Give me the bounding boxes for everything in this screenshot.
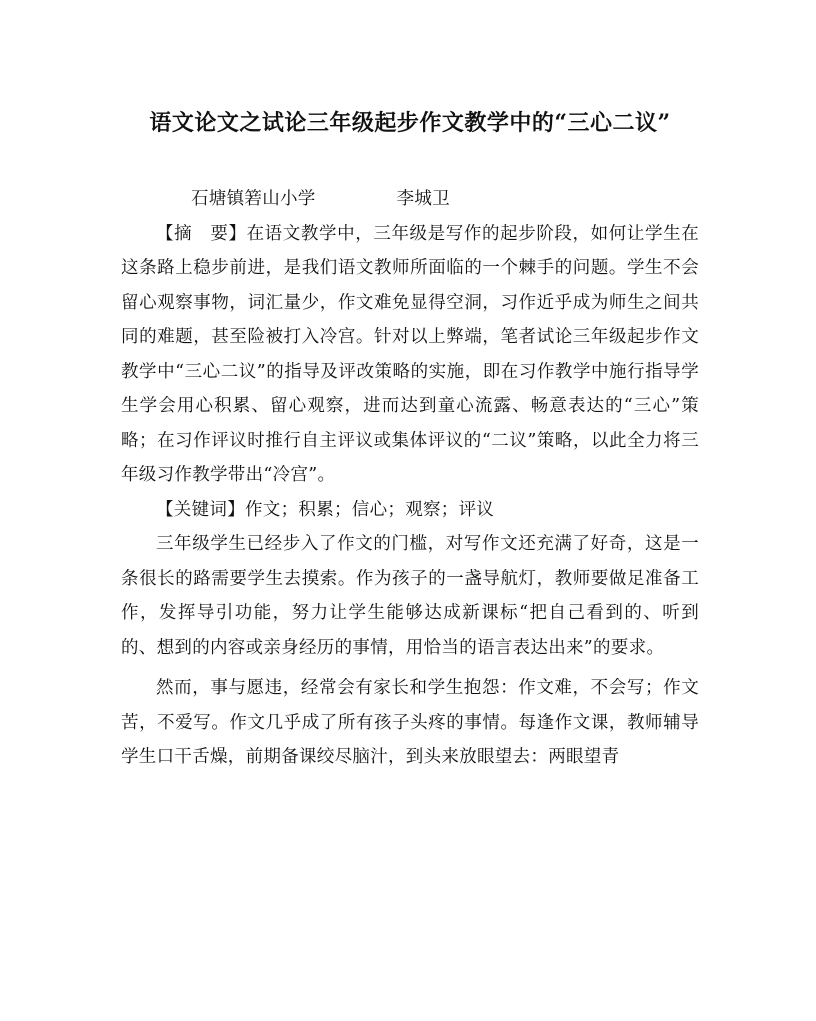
document-body bbox=[121, 182, 699, 775]
body-paragraph-1: 三年级学生已经步入了作文的门槛，对写作文还充满了好奇，这是一条很长的路需要学生去摸索。作为孩子的一盏导航灯，教师要做足准备工作，发挥导引功能，努力让学生能够达成新课标“把自己看到的、听到的、想到的内容或亲身经历的事情，用恰当的语言表达出来”的要求。 bbox=[121, 534, 699, 658]
author-name: 李城卫 bbox=[396, 189, 451, 209]
abstract-text: 在语文教学中，三年级是写作的起步阶段，如何让学生在这条路上稳步前进，是我们语文教师所面临的一个棘手的问题。学生不会留心观察事物，词汇量少，作文难免显得空洞，习作近乎成为师生之间共同的难题，甚至险被打入冷宫。针对以上弊端，笔者试论三年级起步作文教学中“三心二议”的指导及评改策略的实施，即在习作教学中施行指导学生学会用心积累、留心观察，进而达到童心流露、畅意表达的“三心”策略；在习作评议时推行自主评议或集体评议的“二议”策略，以此全力将三年级习作教学带出“冷宫”。 bbox=[121, 223, 700, 485]
keywords-text: 作文；积累；信心；观察；评议 bbox=[245, 499, 495, 520]
keywords-paragraph bbox=[121, 493, 699, 528]
keywords-label: 【关键词】 bbox=[156, 499, 245, 520]
abstract-label: 【摘 要】 bbox=[156, 223, 247, 244]
author-line bbox=[121, 182, 699, 217]
body-paragraph-2: 然而，事与愿违，经常会有家长和学生抱怨：作文难，不会写；作文苦，不爱写。作文几乎成了所有孩子头疼的事情。每逢作文课，教师辅导学生口干舌燥，前期备课绞尽脑汁，到头来放眼望去：两眼望青 bbox=[121, 678, 699, 767]
author-school: 石塘镇箬山小学 bbox=[191, 189, 316, 209]
document-title: 语文论文之试论三年级起步作文教学中的“三心二议” bbox=[149, 110, 671, 136]
abstract-paragraph bbox=[121, 217, 699, 493]
